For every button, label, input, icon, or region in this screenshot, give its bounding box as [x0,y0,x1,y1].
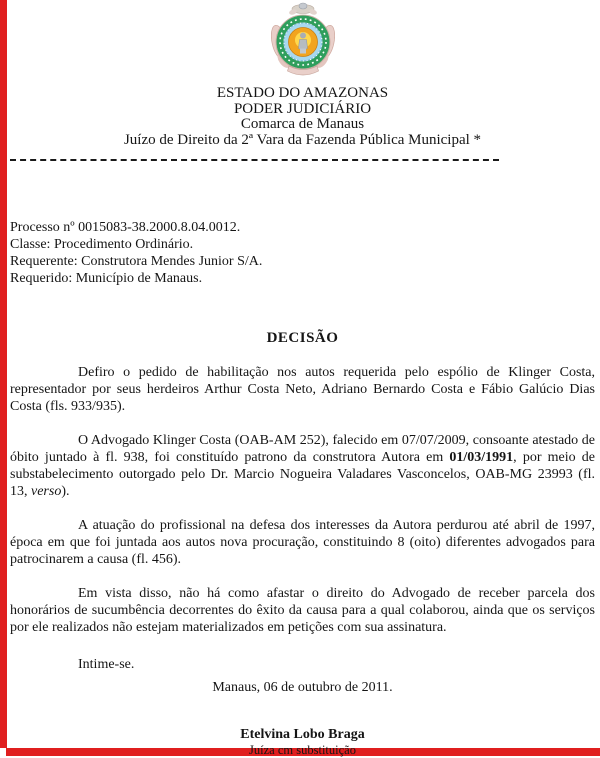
paragraph-segment-normal: A atuação do profissional na defesa dos interesses da Autora perdurou até abril de 1997, época em que foi juntada aos autos nova procuração, constituindo 8 (oito) diferentes advogados para patrocinarem a causa (fl. 456). [10,518,595,567]
amazonas-coat-of-arms-icon [271,2,335,80]
court-header [10,86,595,148]
decision-paragraph [10,585,595,636]
header-branch: PODER JUDICIÁRIO [233,100,372,117]
paragraph-segment-normal: ). [61,484,70,499]
paragraph-segment-normal: Em vista disso, não há como afastar o direito do Advogado de receber parcela dos honorários de sucumbência decorrentes do êxito da causa para a qual colaborou, ainda que os serviços por ele realizados não estejam materializados em petições com sua assinatura. [10,586,595,635]
paragraph-segment-normal: Defiro o pedido de habilitação nos autos requerida pelo espólio de Klinger Costa, representador por seus herdeiros Arthur Costa Neto, Adriano Bernardo Costa e Fábio Galúcio Dias Costa (fls. 933/935). [10,365,595,414]
judge-role: Juíza cm substituição [249,743,356,757]
emblem-container [10,0,595,82]
decision-title: DECISÃO [266,330,339,346]
document-content [8,0,600,757]
closing-order: Intime-se. [78,657,135,672]
judge-name: Etelvina Lobo Braga [240,727,365,742]
place-and-date: Manaus, 06 de outubro de 2011. [212,680,393,695]
decision-paragraph [10,517,595,568]
paragraph-segment-normal: , por meio de substabelecimento outorgado pelo Dr. Marcio Nogueira Valadares Vasconcelos, OAB-MG 23993 (fl. 13, [10,450,595,499]
header-comarca: Comarca de Manaus [240,116,365,132]
paragraph-segment-normal: O Advogado Klinger Costa (OAB-AM 252), falecido em 07/07/2009, consoante atestado de óbito juntado à fl. 938, foi constituído patrono da construtora Autora em [10,433,595,465]
left-red-border [0,0,7,748]
case-class: Classe: Procedimento Ordinário. [10,237,194,252]
header-vara: Juízo de Direito da 2ª Vara da Fazenda Pública Municipal * [123,131,482,148]
case-info-block [10,219,595,287]
paragraph-segment-italic: verso [31,484,62,499]
paragraph-segment-bold: 01/03/1991 [449,450,514,465]
case-defendant: Requerido: Município de Manaus. [10,271,203,286]
header-state: ESTADO DO AMAZONAS [216,85,389,101]
decision-paragraph [10,432,595,500]
decision-paragraph [10,364,595,415]
case-plaintiff: Requerente: Construtora Mendes Junior S/A. [10,254,263,269]
case-number: Processo nº 0015083-38.2000.8.04.0012. [10,220,241,235]
decision-paragraphs [10,364,595,636]
separator-line [10,159,499,161]
